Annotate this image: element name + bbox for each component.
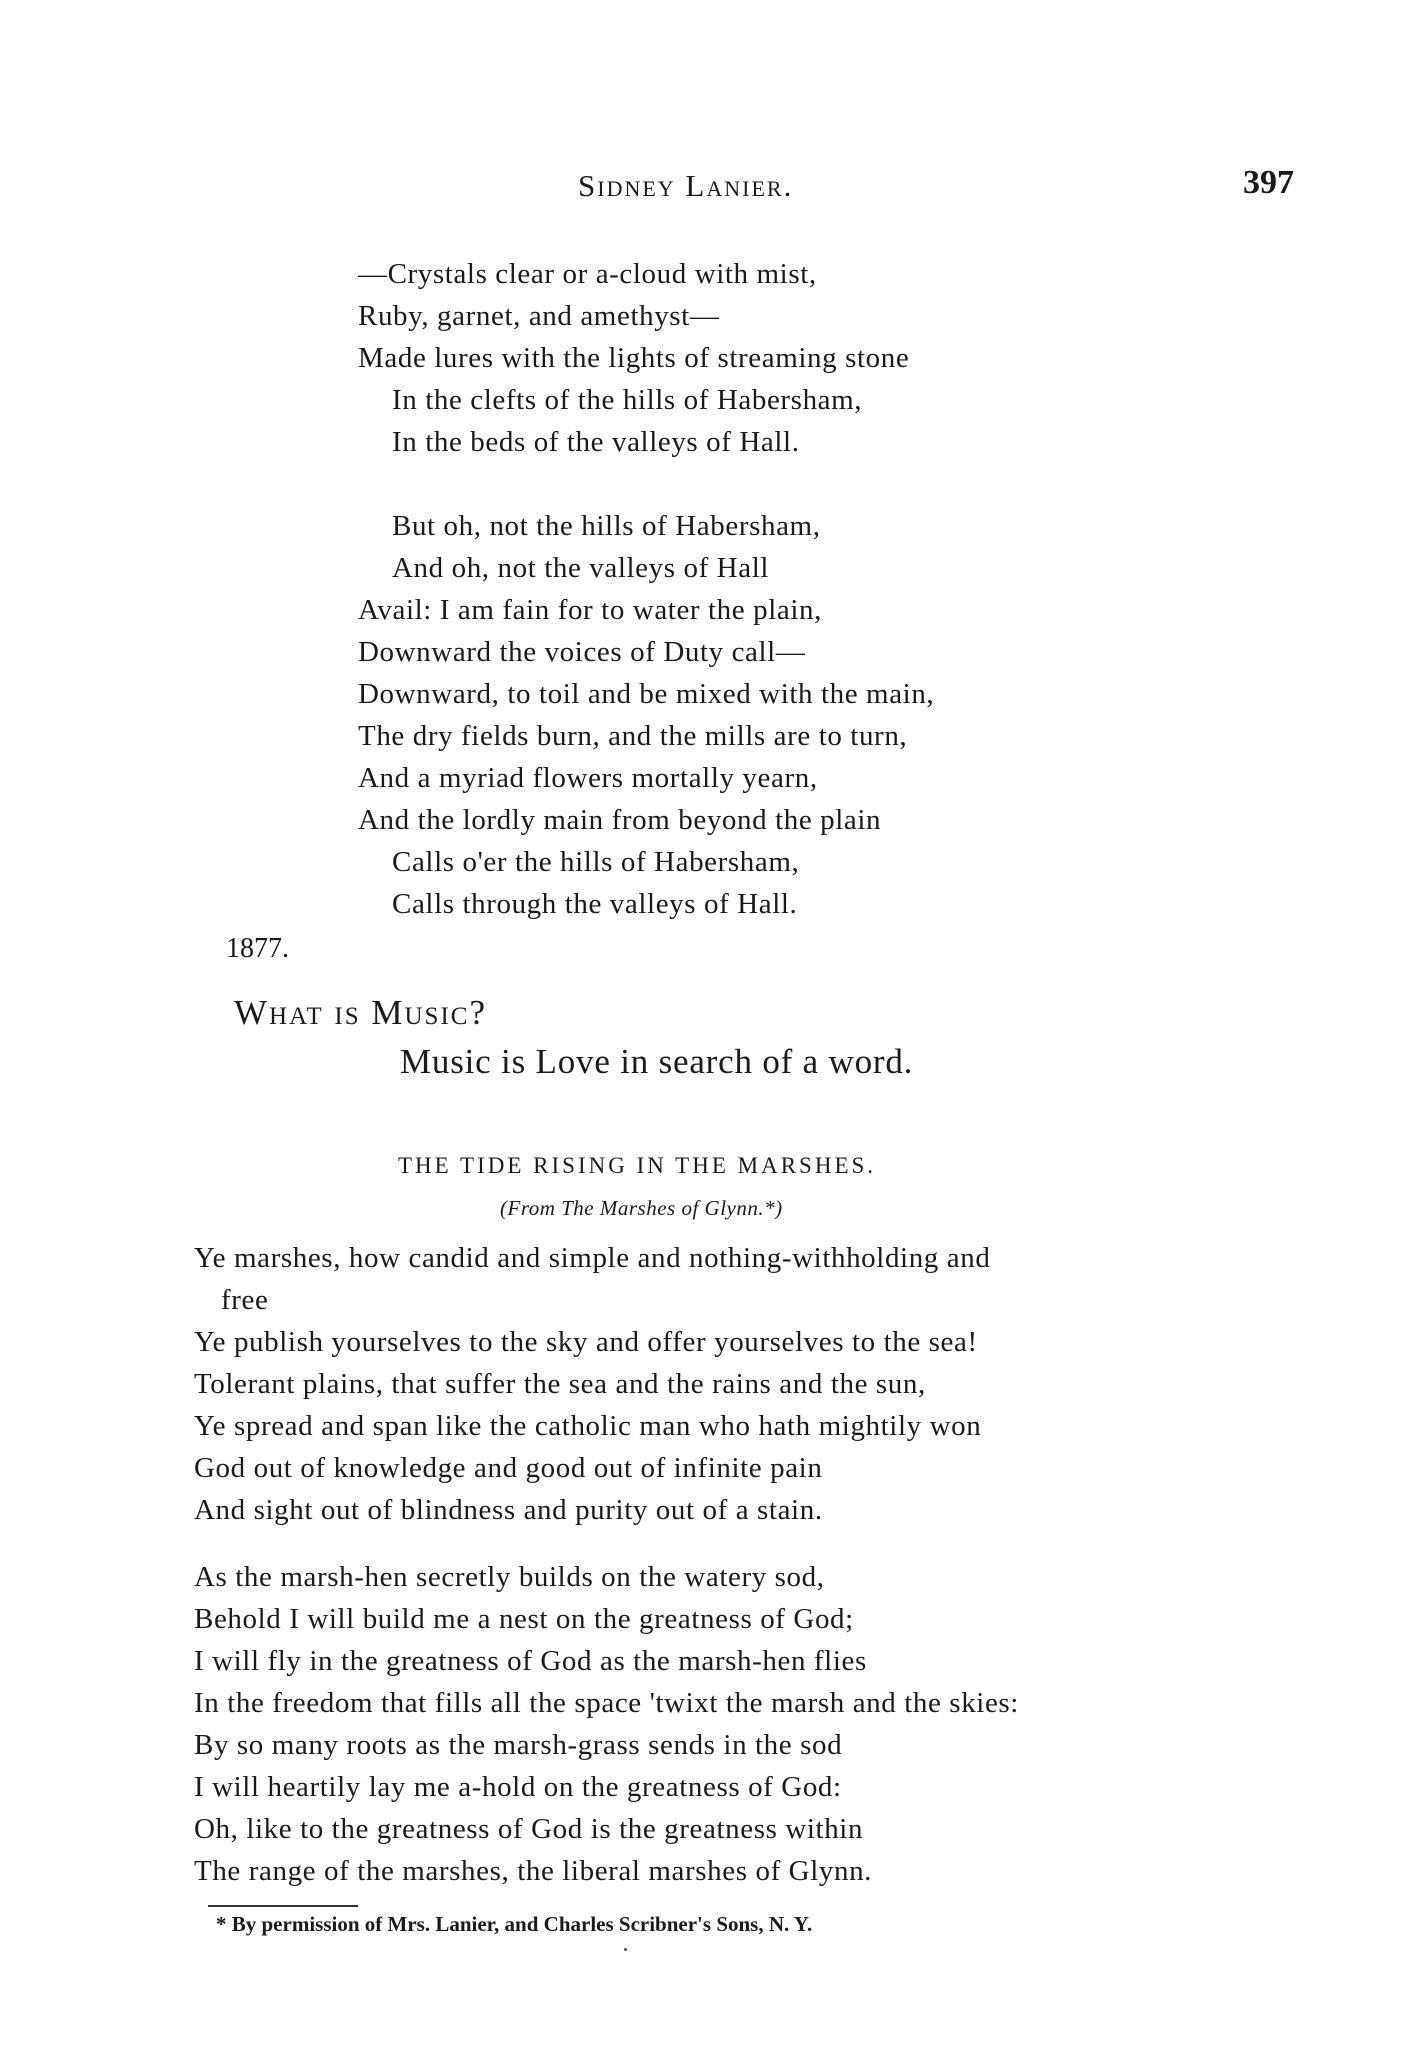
poem-subtitle: (From The Marshes of Glynn.*) (500, 1196, 783, 1220)
poem-line: Oh, like to the greatness of God is the greatness within (194, 1813, 864, 1845)
poem-line: Made lures with the lights of streaming stone (358, 342, 910, 374)
page-number: 397 (1243, 164, 1294, 201)
poem-line: And oh, not the valleys of Hall (392, 552, 770, 584)
poem-line: In the beds of the valleys of Hall. (392, 426, 800, 458)
poem-line: Behold I will build me a nest on the greatness of God; (194, 1603, 854, 1635)
poem-line: The dry fields burn, and the mills are to turn, (358, 720, 908, 752)
poem-line: Ye marshes, how candid and simple and nothing-withholding and (194, 1242, 991, 1274)
page-header (0, 164, 1426, 218)
poem-line: Avail: I am fain for to water the plain, (358, 594, 822, 626)
poem-line: In the freedom that fills all the space 'twixt the marsh and the skies: (194, 1687, 1019, 1719)
section-answer: Music is Love in search of a word. (400, 1042, 914, 1081)
printer-mark (624, 1948, 627, 1951)
poem-line: I will heartily lay me a-hold on the greatness of God: (194, 1771, 842, 1803)
poem-line: Calls through the valleys of Hall. (392, 888, 798, 920)
poem-line: And the lordly main from beyond the plain (358, 804, 882, 836)
poem-line: Ye spread and span like the catholic man who hath mightily won (194, 1410, 982, 1442)
poem-line: The range of the marshes, the liberal marshes of Glynn. (194, 1855, 873, 1887)
poem-line: free (221, 1284, 269, 1316)
poem-line: In the clefts of the hills of Habersham, (392, 384, 863, 416)
section-heading: What is Music? (234, 993, 487, 1032)
poem-line: But oh, not the hills of Habersham, (392, 510, 821, 542)
poem-line: By so many roots as the marsh-grass sends in the sod (194, 1729, 843, 1761)
poem-line: And sight out of blindness and purity out of a stain. (194, 1494, 823, 1526)
poem-line: Ruby, garnet, and amethyst— (358, 300, 720, 332)
poem-title: THE TIDE RISING IN THE MARSHES. (398, 1153, 877, 1178)
poem-year: 1877. (226, 933, 289, 964)
poem-line: —Crystals clear or a-cloud with mist, (358, 258, 817, 290)
footnote-divider (208, 1905, 358, 1907)
poem-line: Downward the voices of Duty call— (358, 636, 806, 668)
poem-line: And a myriad flowers mortally yearn, (358, 762, 818, 794)
poem-line: Calls o'er the hills of Habersham, (392, 846, 800, 878)
running-head: Sidney Lanier. (578, 168, 794, 203)
footnote: * By permission of Mrs. Lanier, and Charles Scribner's Sons, N. Y. (216, 1912, 813, 1936)
poem-line: I will fly in the greatness of God as the marsh-hen flies (194, 1645, 867, 1677)
poem-line: God out of knowledge and good out of infinite pain (194, 1452, 823, 1484)
poem-line: Ye publish yourselves to the sky and offer yourselves to the sea! (194, 1326, 978, 1358)
poem-line: Tolerant plains, that suffer the sea and the rains and the sun, (194, 1368, 926, 1400)
poem-line: As the marsh-hen secretly builds on the watery sod, (194, 1561, 825, 1593)
poem-line: Downward, to toil and be mixed with the main, (358, 678, 935, 710)
